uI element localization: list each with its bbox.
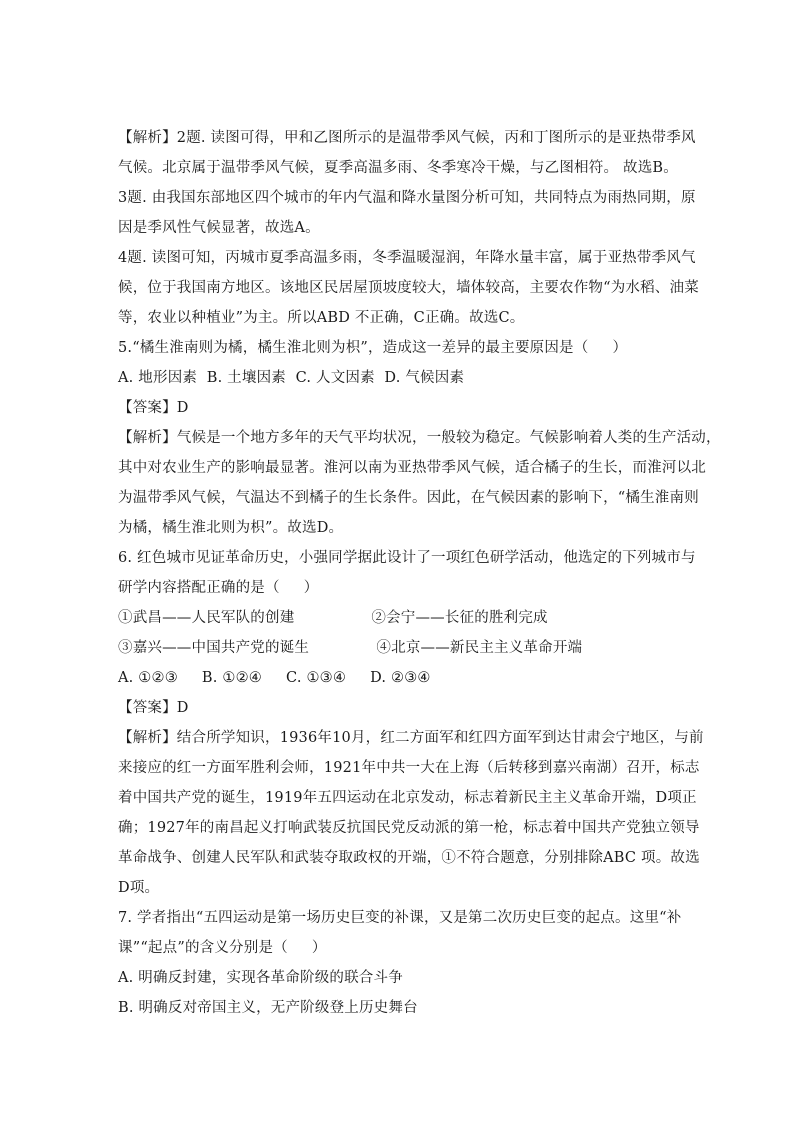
question-7-stem-line-1: 7. 学者指出“五四运动是第一场历史巨变的补课，又是第二次历史巨变的起点。这里“补 [118,910,682,926]
analysis-q4-line-1: 4题. 读图可知，丙城市夏季高温多雨，冬季温暖湿润，年降水量丰富，属于亚热带季风气 [118,250,696,266]
analysis-q2-line-1: 【解析】2题. 读图可得，甲和乙图所示的是温带季风气候，丙和丁图所示的是亚热带季风 [118,130,696,146]
question-6-stem-line-1: 6. 红色城市见证革命历史，小强同学据此设计了一项红色研学活动，他选定的下列城市与 [118,550,696,566]
question-7-option-b: B. 明确反对帝国主义，无产阶级登上历史舞台 [118,1000,418,1016]
analysis-q5-line-2: 其中对农业生产的影响最显著。淮河以南为亚热带季风气候，适合橘子的生长，而淮河以北 [118,460,706,476]
analysis-q6-line-1: 【解析】结合所学知识，1936年10月，红二方面军和红四方面军到达甘肃会宁地区，与前 [118,730,704,746]
question-5-answer: 【答案】D [118,400,189,416]
analysis-q4-line-2: 候，位于我国南方地区。该地区民居屋顶坡度较大，墙体较高，主要农作物“为水稻、油菜 [118,280,699,296]
analysis-q6-line-4: 确；1927年的南昌起义打响武装反抗国民党反动派的第一枪，标志着中国共产党独立领导 [118,820,700,836]
question-6-items-row-2: ③嘉兴——中国共产党的诞生 ④北京——新民主主义革命开端 [118,640,583,656]
analysis-q6-line-5: 革命战争、创建人民军队和武装夺取政权的开端，①不符合题意，分别排除ABC 项。故选 [118,850,700,866]
analysis-q6-line-2: 来接应的红一方面军胜利会师，1921年中共一大在上海（后转移到嘉兴南湖）召开，标志 [118,760,700,776]
question-5-stem: 5.“橘生淮南则为橘，橘生淮北则为枳”，造成这一差异的最主要原因是（ ） [118,340,628,356]
question-5-options: A. 地形因素 B. 土壤因素 C. 人文因素 D. 气候因素 [118,370,465,386]
analysis-q4-line-3: 等，农业以种植业”为主。所以ABD 不正确，C正确。故选C。 [118,310,525,326]
analysis-q6-line-6: D项。 [118,880,160,896]
analysis-q3-line-1: 3题. 由我国东部地区四个城市的年内气温和降水量图分析可知，共同特点为雨热同期，原 [118,190,696,206]
question-6-options: A. ①②③ B. ①②④ C. ①③④ D. ②③④ [118,670,431,686]
question-7-option-a: A. 明确反封建，实现各革命阶级的联合斗争 [118,970,403,986]
analysis-q5-line-4: 为橘，橘生淮北则为枳”。故选D。 [118,520,344,536]
analysis-q2-line-2: 气候。北京属于温带季风气候，夏季高温多雨、冬季寒冷干燥，与乙图相符。 故选B。 [118,160,678,176]
question-7-stem-line-2: 课”“起点”的含义分别是（ ） [118,940,327,956]
analysis-q6-line-3: 着中国共产党的诞生，1919年五四运动在北京发动，标志着新民主主义革命开端，D项正 [118,790,697,806]
question-6-answer: 【答案】D [118,700,189,716]
question-6-stem-line-2: 研学内容搭配正确的是（ ） [118,580,319,596]
analysis-q3-line-2: 因是季风性气候显著，故选A。 [118,220,320,236]
question-6-items-row-1: ①武昌——人民军队的创建 ②会宁——长征的胜利完成 [118,610,548,626]
analysis-q5-line-3: 为温带季风气候，气温达不到橘子的生长条件。因此，在气候因素的影响下，“橘生淮南则 [118,490,699,506]
analysis-q5-line-1: 【解析】气候是一个地方多年的天气平均状况，一般较为稳定。气候影响着人类的生产活动， [118,430,721,446]
